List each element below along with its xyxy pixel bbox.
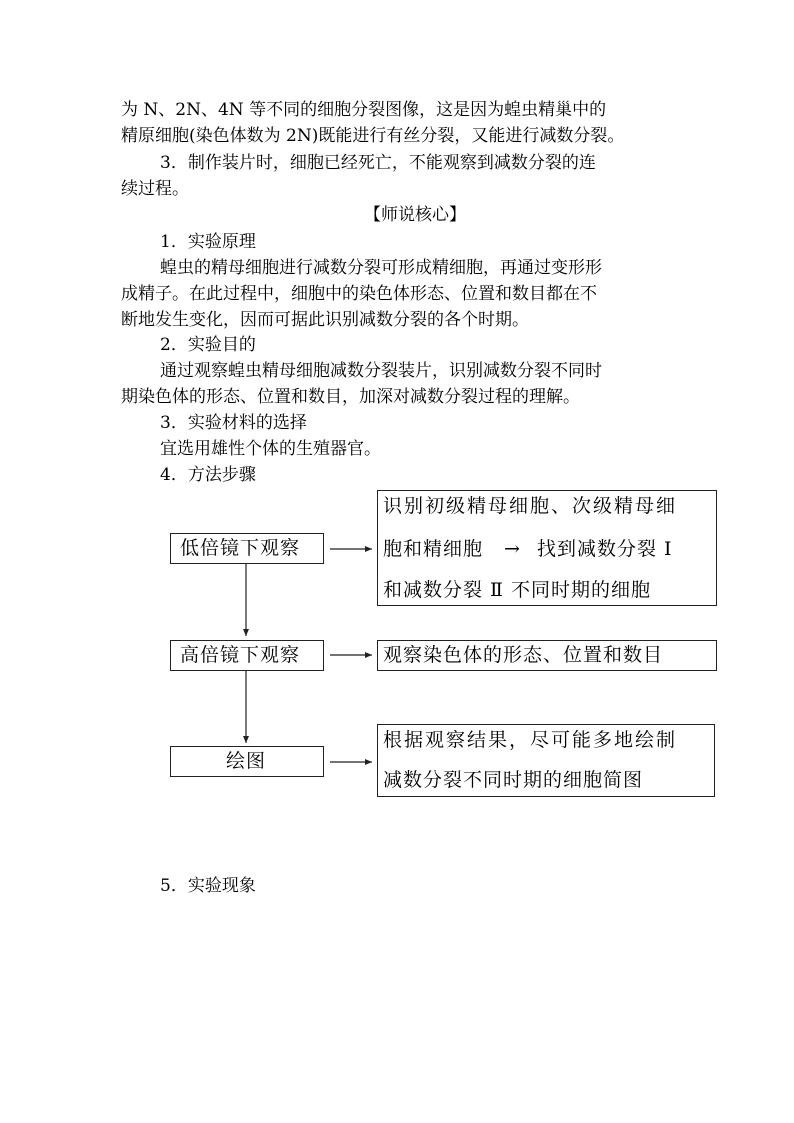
- heading-method: 4．方法步骤: [160, 465, 256, 485]
- result-text-line: 根据观察结果，尽可能多地绘制: [383, 729, 678, 751]
- section-title: 【师说核心】: [364, 205, 466, 225]
- result-text-line: 识别初级精母细胞、次级精母细: [383, 495, 678, 517]
- result-text-line: 和减数分裂 Ⅱ 不同时期的细胞: [383, 579, 651, 601]
- paragraph-line: 宜选用雄性个体的生殖器官。: [160, 439, 381, 459]
- paragraph-line: 3．制作装片时，细胞已经死亡，不能观察到减数分裂的连: [160, 153, 596, 173]
- heading-phenomenon: 5．实验现象: [160, 876, 256, 896]
- step-label-high-power: 高倍镜下观察: [180, 644, 301, 666]
- heading-materials: 3．实验材料的选择: [160, 413, 307, 433]
- paragraph-line: 断地发生变化，因而可据此识别减数分裂的各个时期。: [121, 310, 529, 330]
- heading-principle: 1．实验原理: [160, 232, 256, 252]
- paragraph-line: 期染色体的形态、位置和数目，加深对减数分裂过程的理解。: [121, 387, 580, 407]
- step-label-low-power: 低倍镜下观察: [180, 537, 301, 559]
- heading-purpose: 2．实验目的: [160, 335, 256, 355]
- result-text-line: 找到减数分裂 Ⅰ: [537, 538, 673, 560]
- inline-arrow-icon: →: [504, 538, 521, 560]
- paragraph-line: 为 N、2N、4N 等不同的细胞分裂图像，这是因为蝗虫精巢中的: [121, 100, 607, 120]
- result-text-line: 胞和精细胞: [383, 538, 484, 560]
- paragraph-line: 通过观察蝗虫精母细胞减数分裂装片，识别减数分裂不同时: [160, 361, 602, 381]
- result-text-line: 观察染色体的形态、位置和数目: [383, 644, 664, 666]
- step-label-drawing: 绘图: [226, 750, 267, 772]
- paragraph-line: 成精子。在此过程中，细胞中的染色体形态、位置和数目都在不: [121, 284, 597, 304]
- result-text-line: 减数分裂不同时期的细胞简图: [383, 769, 644, 791]
- paragraph-line: 蝗虫的精母细胞进行减数分裂可形成精细胞，再通过变形形: [160, 258, 602, 278]
- paragraph-line: 续过程。: [121, 179, 189, 199]
- paragraph-line: 精原细胞(染色体数为 2N)既能进行有丝分裂，又能进行减数分裂。: [121, 126, 625, 146]
